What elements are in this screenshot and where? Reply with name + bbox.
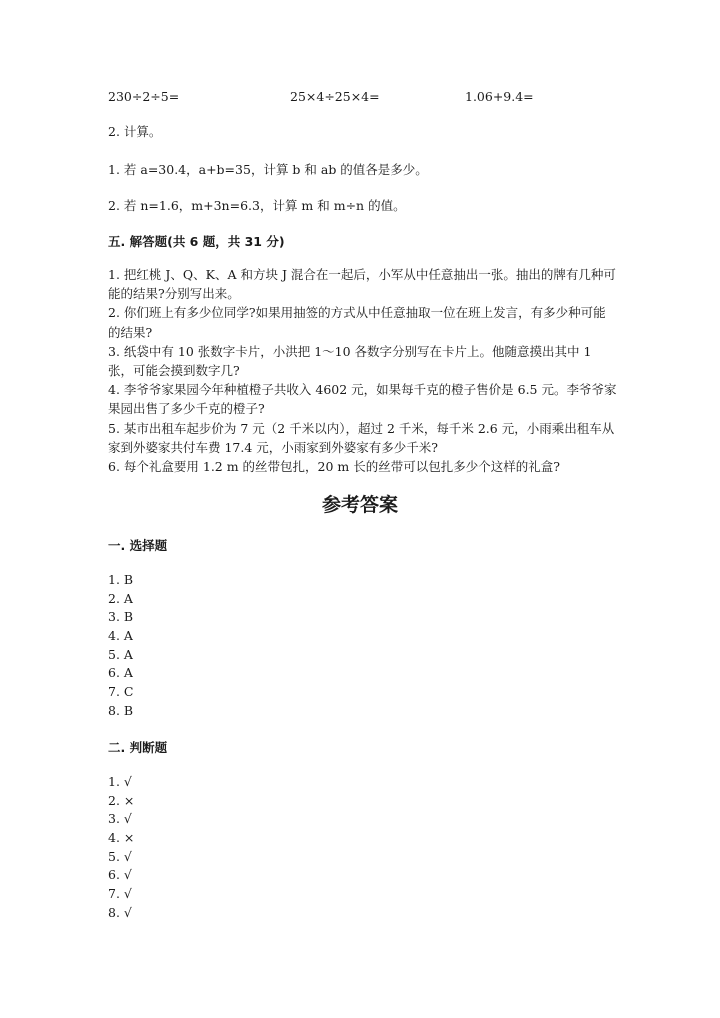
- choice-answer: 8. B: [108, 702, 134, 718]
- problem-5: 5. 某市出租车起步价为 7 元（2 千米以内），超过 2 千米，每千米 2.6 元，小雨乘出租车从家到外婆家共付车费 17.4 元，小雨家到外婆家有多少千米?: [108, 420, 615, 455]
- answers-title: 参考答案: [321, 494, 398, 516]
- judge-answer: 3. √: [108, 811, 132, 827]
- calc-item-2: 2. 若 n=1.6，m+3n=6.3，计算 m 和 m÷n 的值。: [108, 198, 406, 213]
- choice-answer: 2. A: [108, 590, 133, 606]
- equation-3: 1.06+9.4=: [465, 89, 534, 104]
- judge-answer: 2. ×: [108, 792, 135, 808]
- judge-heading: 二. 判断题: [108, 740, 168, 755]
- problem-3: 3. 纸袋中有 10 张数字卡片，小洪把 1～10 各数字分别写在卡片上。他随意摸出其中 1 张，可能会摸到数字几?: [108, 343, 592, 379]
- choice-answer: 3. B: [108, 609, 134, 625]
- judge-answer: 6. √: [108, 867, 132, 883]
- judge-answer: 7. √: [108, 886, 132, 902]
- judge-answer: 5. √: [108, 848, 132, 864]
- choice-heading: 一. 选择题: [108, 538, 168, 553]
- calc-heading: 2. 计算。: [108, 124, 162, 139]
- section-5-heading: 五. 解答题(共 6 题，共 31 分): [108, 234, 285, 249]
- problem-2: 2. 你们班上有多少位同学?如果用抽签的方式从中任意抽取一位在班上发言，有多少种可能的结果?: [108, 305, 606, 340]
- choice-answer: 4. A: [108, 628, 133, 644]
- judge-answer: 8. √: [108, 904, 132, 920]
- problem-1: 1. 把红桃 J、Q、K、A 和方块 J 混合在一起后，小军从中任意抽出一张。抽出的牌有几种可能的结果?分别写出来。: [108, 267, 616, 302]
- choice-answer: 1. B: [108, 572, 134, 587]
- judge-answer-list: [108, 773, 134, 923]
- problem-4: 4. 李爷爷家果园今年种植橙子共收入 4602 元，如果每千克的橙子售价是 6.5 元。李爷爷家果园出售了多少千克的橙子?: [108, 382, 617, 417]
- choice-answer: 7. C: [108, 684, 134, 700]
- calc-item-1: 1. 若 a=30.4，a+b=35，计算 b 和 ab 的值各是多少。: [108, 162, 428, 177]
- judge-answer: 4. ×: [108, 830, 135, 846]
- problem-list: [108, 265, 618, 476]
- choice-answer-list: [108, 571, 133, 721]
- equation-1: 230÷2÷5=: [108, 89, 180, 104]
- choice-answer: 5. A: [108, 646, 133, 662]
- choice-answer: 6. A: [108, 665, 133, 681]
- equation-2: 25×4÷25×4=: [290, 89, 380, 104]
- problem-6: 6. 每个礼盒要用 1.2 m 的丝带包扎，20 m 长的丝带可以包扎多少个这样的礼盒?: [108, 459, 560, 475]
- judge-answer: 1. √: [108, 774, 132, 789]
